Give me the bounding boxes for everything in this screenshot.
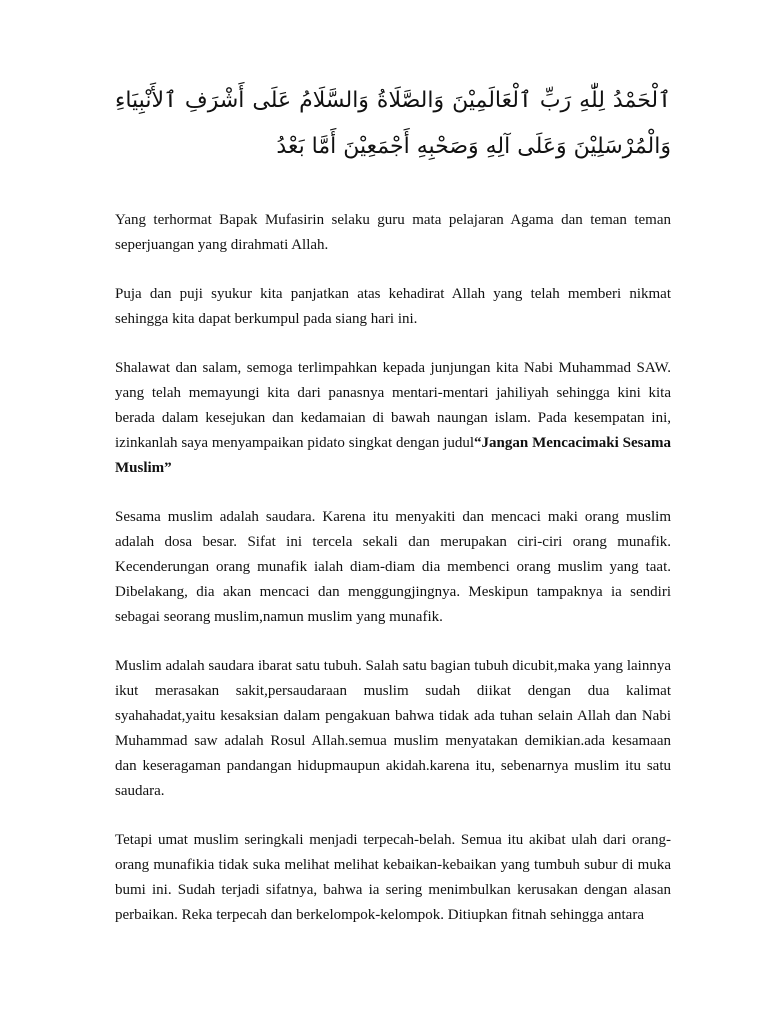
speech-title: “Jangan Mencacimaki Sesama Muslim”: [115, 435, 671, 476]
shalawat-text: Shalawat dan salam, semoga terlimpahkan kepada junjungan kita Nabi Muhammad SAW. yang telah memayungi kita dari panasnya mentari-mentari jahiliyah sehingga kini kita berada dalam kesejukan dan kedamaian di bawah naungan islam. Pada kesempatan ini, izinkanlah saya menyampaikan pidato singkat dengan judul: [115, 360, 671, 451]
paragraph-4: Sesama muslim adalah saudara. Karena itu menyakiti dan mencaci maki orang muslim adalah dosa besar. Sifat ini tercela sekali dan merupakan ciri-ciri orang munafik. Kecenderungan orang munafik ialah diam-diam dia membenci orang muslim yang taat. Dibelakang, dia akan mencaci dan menggungjingnya. Meskipun tampaknya ia sendiri sebagai seorang muslim,namun muslim yang munafik.: [115, 509, 671, 625]
paragraph-5: Muslim adalah saudara ibarat satu tubuh. Salah satu bagian tubuh dicubit,maka yang lainnya ikut merasakan sakit,persaudaraan muslim sudah diikat dengan dua kalimat syahahadat,yaitu kesaksian dalam pengakuan bahwa tidak ada tuhan selain Allah dan Nabi Muhammad saw adalah Rosul Allah.semua muslim menyatakan demikian.ada kesamaan dan keseragaman pandangan hidupmaupun akidah.karena itu, sebenarnya muslim itu satu saudara.: [115, 658, 671, 799]
paragraph-greeting: Yang terhormat Bapak Mufasirin selaku guru mata pelajaran Agama dan teman teman seperjuangan yang dirahmati Allah.: [115, 212, 671, 253]
paragraph-shalawat: [115, 356, 671, 481]
paragraph-praise: Puja dan puji syukur kita panjatkan atas kehadirat Allah yang telah memberi nikmat sehingga kita dapat berkumpul pada siang hari ini.: [115, 286, 671, 327]
paragraph-6: Tetapi umat muslim seringkali menjadi terpecah-belah. Semua itu akibat ulah dari orang-orang munafikia tidak suka melihat melihat kebaikan-kebaikan yang tumbuh subur di muka bumi ini. Sudah terjadi sifatnya, bahwa ia sering menimbulkan kerusakan dengan alasan perbaikan. Reka terpecah dan berkelompok-kelompok. Ditiupkan fitnah sehingga antara: [115, 832, 671, 923]
arabic-opening: ٱلْحَمْدُ لِلّٰهِ رَبِّ ٱلْعَالَمِيْنَ وَالصَّلَاةُ وَالسَّلَامُ عَلَى أَشْرَفِ ٱلأَنْبِيَاءِ وَالْمُرْسَلِيْنَ وَعَلَى آلِهِ وَصَحْبِهِ أَجْمَعِيْنَ أَمَّا بَعْدُ: [115, 88, 671, 159]
